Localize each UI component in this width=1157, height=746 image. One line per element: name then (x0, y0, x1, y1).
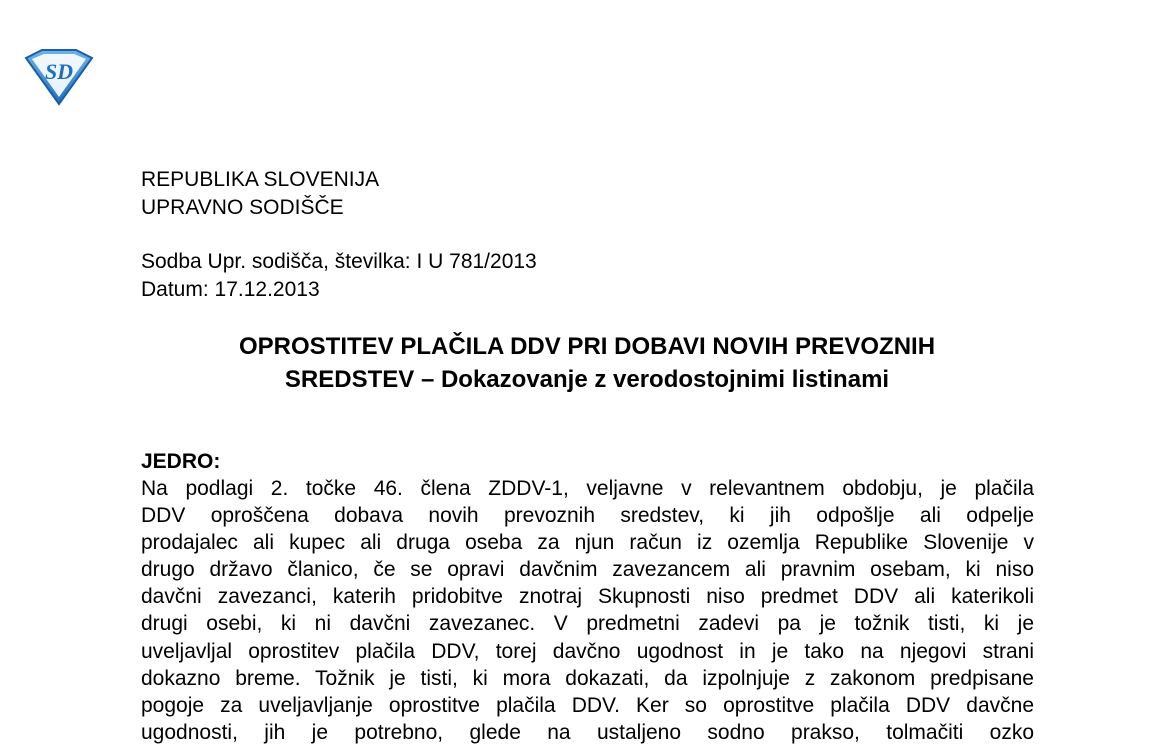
title-line-2: SREDSTEV – Dokazovanje z verodostojnimi listinami (284, 366, 890, 393)
body-line: pogoje za uveljavljanje oprostitve plačila DDV. Ker so oprostitve plačila DDV davčne (141, 693, 1034, 717)
case-number: Sodba Upr. sodišča, številka: I U 781/2013 (141, 250, 537, 273)
body-line: drugo državo članico, če se opravi davčnim zavezancem ali pravnim osebam, ki niso (141, 558, 1034, 582)
document-title (141, 330, 1033, 396)
court-logo (22, 48, 96, 106)
jedro-heading: JEDRO: (141, 450, 221, 473)
republic-name: REPUBLIKA SLOVENIJA (141, 168, 380, 191)
body-line: Na podlagi 2. točke 46. člena ZDDV-1, veljavne v relevantnem obdobju, je plačila (141, 477, 1034, 500)
jedro-body (141, 475, 1034, 746)
court-name: UPRAVNO SODIŠČE (141, 196, 344, 219)
body-line: prodajalec ali kupec ali druga oseba za njun račun iz ozemlja Republike Slovenije v (141, 531, 1034, 555)
body-line: davčni zavezanci, katerih pridobitve znotraj Skupnosti niso predmet DDV ali katerikoli (141, 585, 1034, 609)
body-line: uveljavljal oprostitev plačila DDV, torej davčno ugodnost in je tako na njegovi strani (141, 639, 1034, 663)
body-line: drugi osebi, ki ni davčni zavezanec. V predmetni zadevi pa je tožnik tisti, ki je (141, 612, 1034, 636)
case-date: Datum: 17.12.2013 (141, 278, 320, 301)
title-line-1: OPROSTITEV PLAČILA DDV PRI DOBAVI NOVIH PREVOZNIH (238, 333, 936, 360)
body-line: DDV oproščena dobava novih prevoznih sredstev, ki jih odpošlje ali odpelje (141, 504, 1034, 528)
logo-letters: SD (44, 59, 74, 84)
case-meta (141, 248, 537, 304)
body-line: dokazno breme. Tožnik je tisti, ki mora dokazati, da izpolnjuje z zakonom predpisane (141, 666, 1034, 690)
court-header (141, 166, 379, 222)
body-line: ugodnosti, jih je potrebno, glede na ustaljeno sodno prakso, tolmačiti ozko (141, 720, 1034, 744)
sd-logo-emblem (22, 48, 96, 106)
